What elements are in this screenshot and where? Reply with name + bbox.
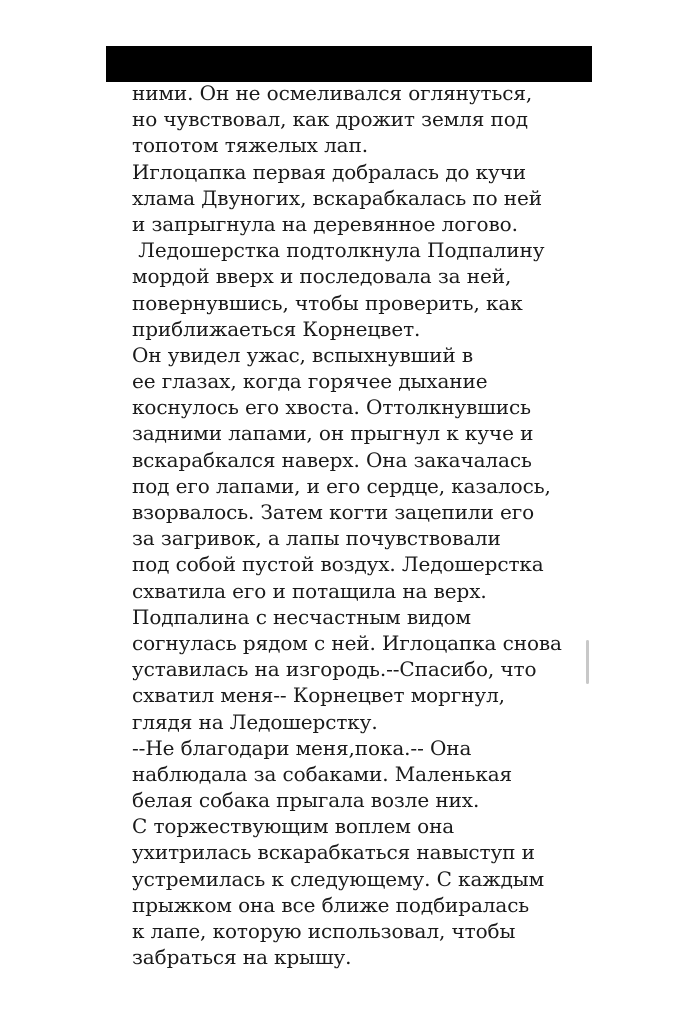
text-line: ее глазах, когда горячее дыхание xyxy=(132,369,488,394)
text-line: задними лапами, он прыгнул к куче и xyxy=(132,421,534,446)
text-line: но чувствовал, как дрожит земля под xyxy=(132,107,528,132)
text-line: и запрыгнула на деревянное логово. xyxy=(132,211,518,236)
text-line: С торжествующим воплем она xyxy=(132,814,455,839)
text-line: Иглоцапка первая добралась до кучи xyxy=(132,159,527,184)
text-line: наблюдала за собаками. Маленькая xyxy=(132,761,513,786)
text-line: схватила его и потащила на верх. xyxy=(132,578,487,603)
document-body xyxy=(132,80,572,970)
text-line: устремилась к следующему. С каждым xyxy=(132,866,545,891)
text-line: Он увидел ужас, вспыхнувший в xyxy=(132,342,473,367)
text-line: белая собака прыгала возле них. xyxy=(132,788,480,813)
text-line: мордой вверх и последовала за ней, xyxy=(132,264,512,289)
text-line: прыжком она все ближе подбиралась xyxy=(132,892,530,917)
text-line: хлама Двуногих, вскарабкалась по ней xyxy=(132,185,542,210)
text-line: взорвалось. Затем когти зацепили его xyxy=(132,500,535,524)
text-line: Ледошерстка подтолкнула Подпалину xyxy=(132,238,545,263)
text-line: ухитрилась вскарабкаться навыступ и xyxy=(132,840,535,865)
text-line: схватил меня-- Корнецвет моргнул, xyxy=(132,683,505,708)
text-line: глядя на Ледошерстку. xyxy=(132,709,378,734)
text-line: вскарабкался наверх. Она закачалась xyxy=(132,447,532,472)
text-line: приближаеться Корнецвет. xyxy=(132,316,421,341)
text-line: ними. Он не осмеливался оглянуться, xyxy=(132,81,533,105)
text-line: согнулась рядом с ней. Иглоцапка снова xyxy=(132,630,562,655)
text-line: коснулось его хвоста. Оттолкнувшись xyxy=(132,395,531,420)
text-line: топотом тяжелых лап. xyxy=(132,133,368,158)
text-line: под его лапами, и его сердце, казалось, xyxy=(132,473,551,498)
text-line: повернувшись, чтобы проверить, как xyxy=(132,290,523,315)
redaction-bar xyxy=(106,46,592,82)
scrollbar-thumb[interactable] xyxy=(586,640,589,684)
text-line: --Не благодари меня,пока.-- Она xyxy=(132,735,472,760)
text-line: под собой пустой воздух. Ледошерстка xyxy=(132,552,544,577)
text-line: за загривок, а лапы почувствовали xyxy=(132,526,501,551)
text-line: к лапе, которую использовал, чтобы xyxy=(132,919,516,943)
text-line: уставилась на изгородь.--Спасибо, что xyxy=(132,657,537,682)
text-line: Подпалина с несчастным видом xyxy=(132,604,471,629)
text-line: забраться на крышу. xyxy=(132,945,352,970)
